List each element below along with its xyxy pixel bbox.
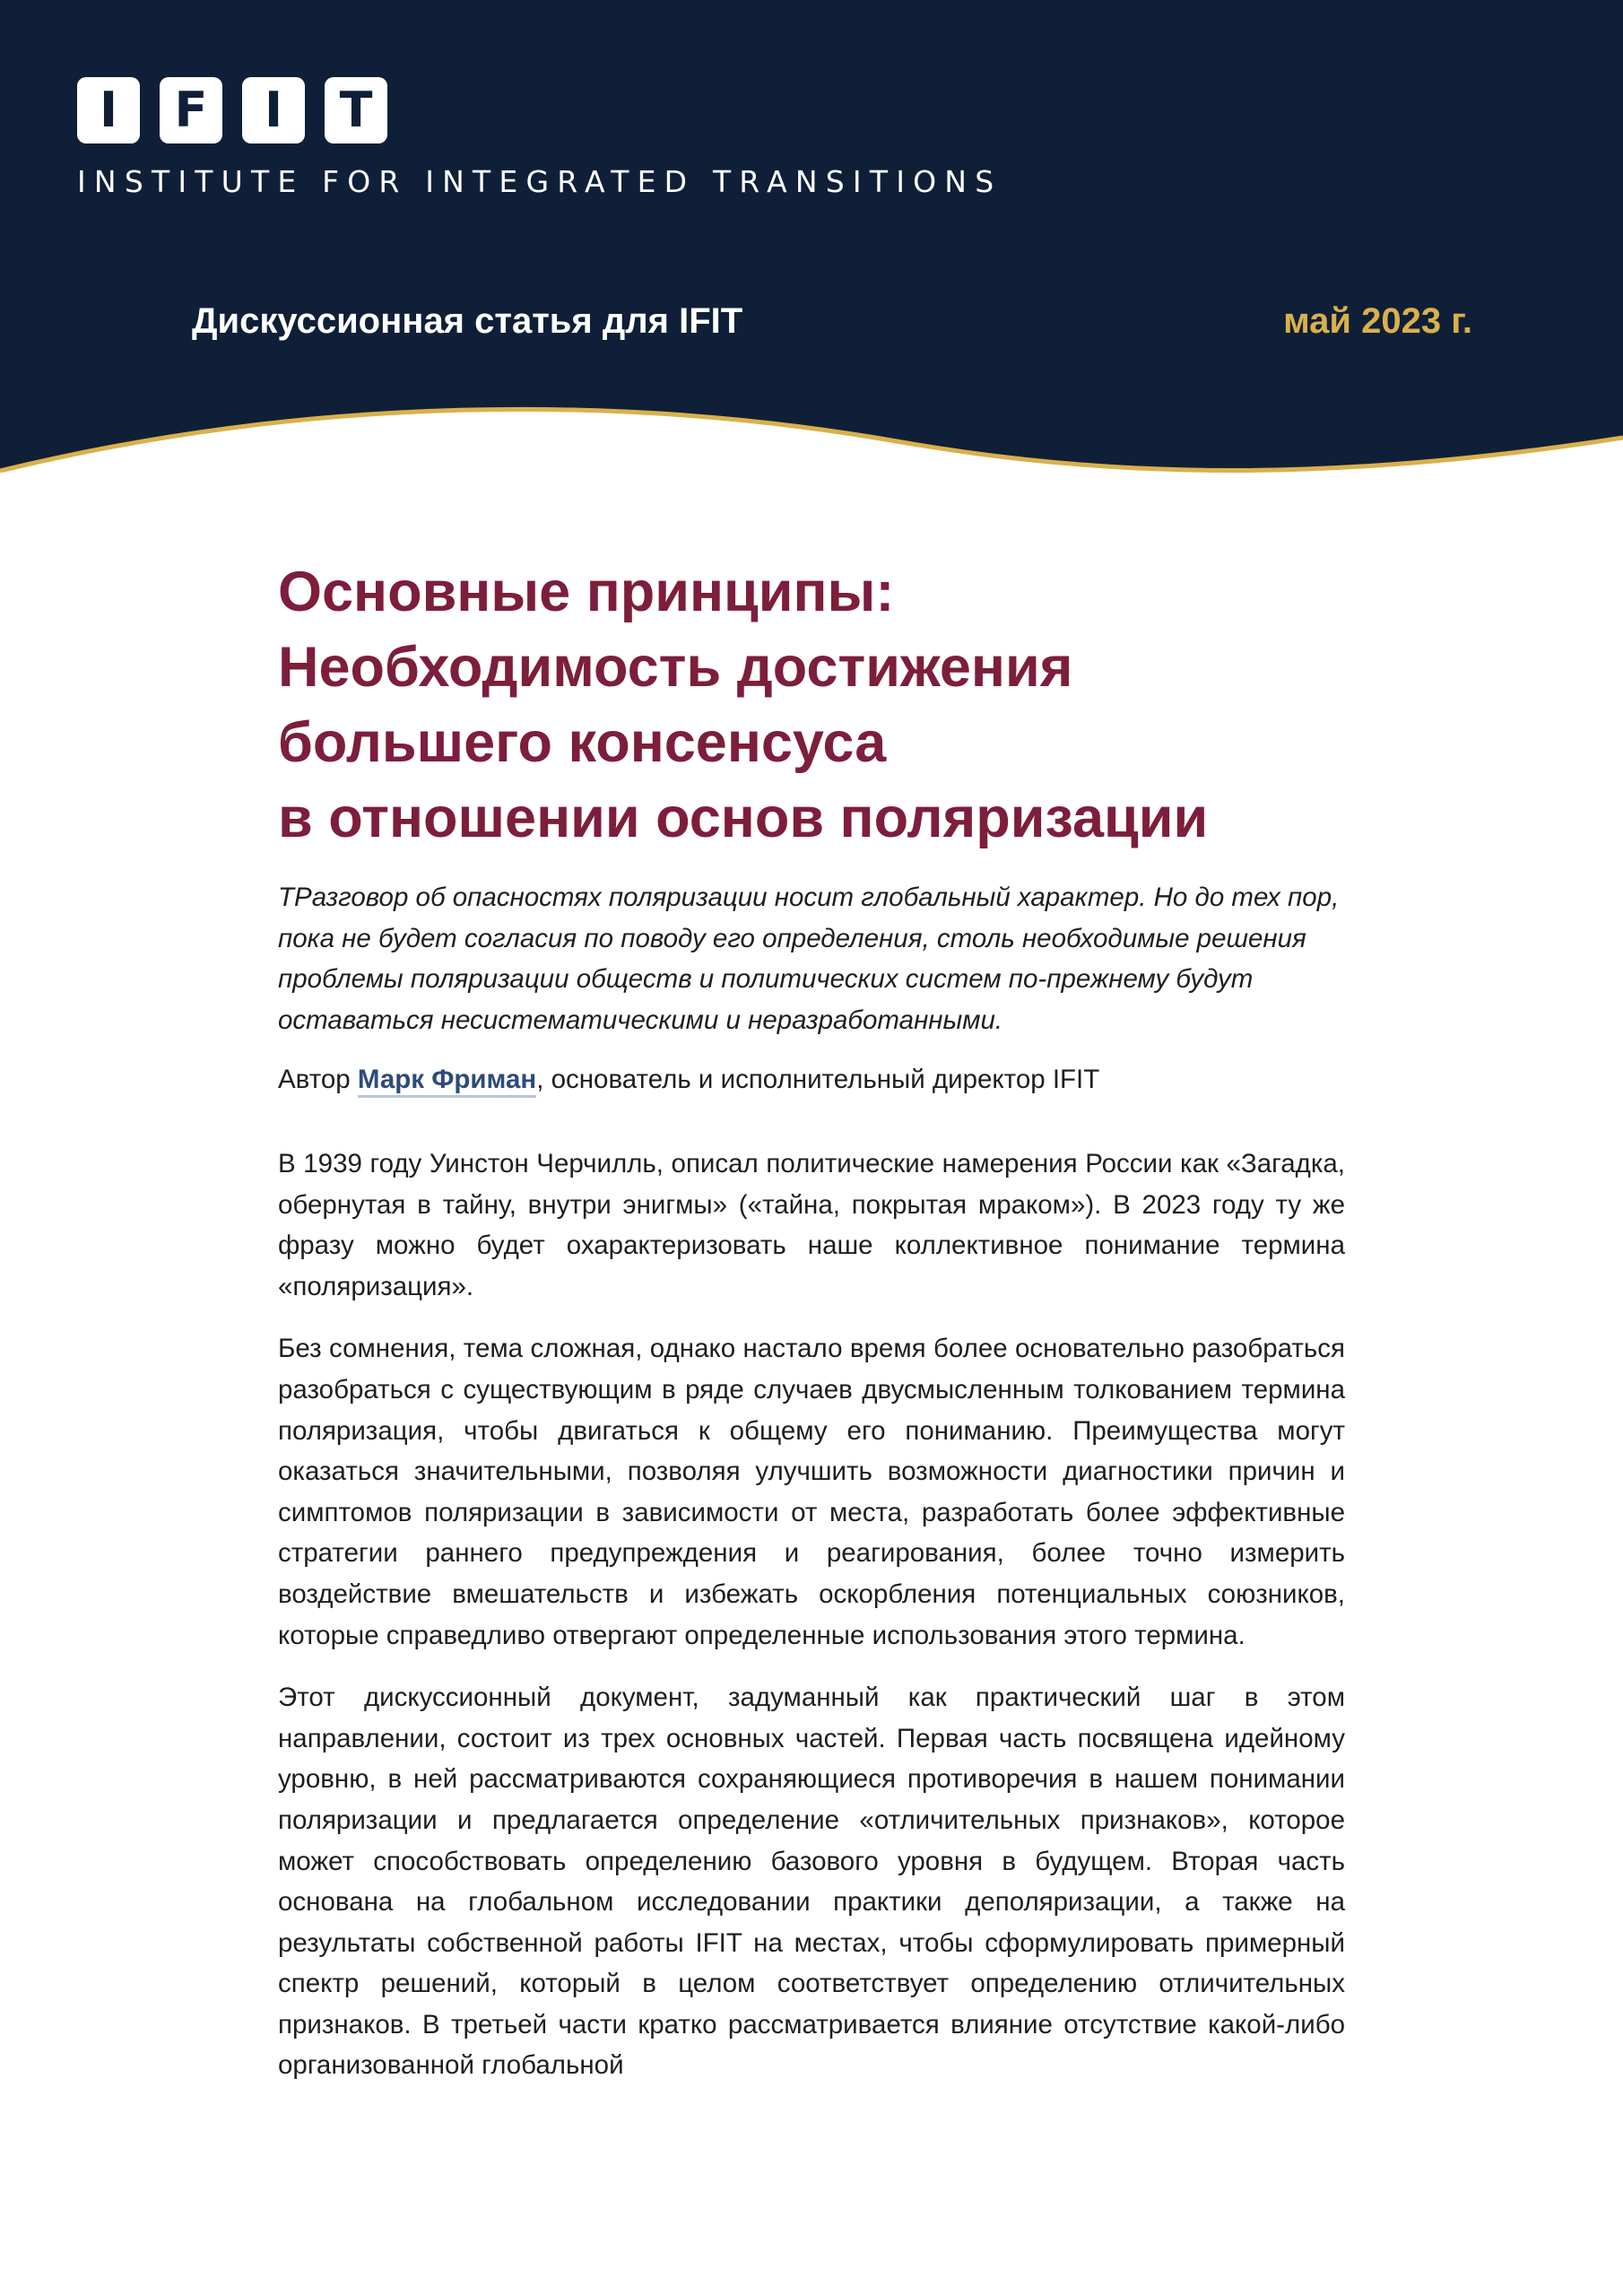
header-navy-band bbox=[0, 0, 1623, 471]
author-role: , основатель и исполнительный директор IFIT bbox=[536, 1065, 1100, 1094]
title-line: большего консенсуса bbox=[278, 711, 887, 774]
author-line bbox=[278, 1059, 1345, 1100]
article-body bbox=[278, 554, 1345, 2086]
logo-letter-f: F bbox=[160, 77, 222, 144]
organization-name: INSTITUTE FOR INTEGRATED TRANSITIONS bbox=[77, 164, 1002, 199]
logo-letter-i-second: I bbox=[242, 77, 305, 144]
logo-letter-i: I bbox=[77, 77, 140, 144]
body-paragraph: Без сомнения, тема сложная, однако настало время более основательно разобраться разобраться с существующим в ряде случаев двусмысленным толкованием термина поляризация, чтобы двигаться к общему его пониманию. Преимущества могут оказаться значительными, позволяя улучшить возможности диагностики причин и симптомов поляризации в зависимости от места, разработать более эффективные стратегии раннего предупреждения и реагирования, более точно измерить воздействие вмешательств и избежать оскорбления потенциальных союзников, которые справедливо отвергают определенные использования этого термина. bbox=[278, 1334, 1345, 1650]
author-name-link[interactable]: Марк Фриман bbox=[358, 1065, 536, 1098]
title-line: Основные принципы: bbox=[278, 561, 895, 623]
title-line: в отношении основ поляризации bbox=[278, 787, 1209, 849]
body-paragraph: В 1939 году Уинстон Черчилль, описал политические намерения России как «Загадка, обернутая в тайну, внутри энигмы» («тайна, покрытая мраком»). В 2023 году ту же фразу можно будет охарактеризовать наше коллективное понимание термина «поляризация». bbox=[278, 1149, 1345, 1301]
publication-date: май 2023 г. bbox=[1283, 301, 1472, 341]
document-type: Дискуссионная статья для IFIT bbox=[192, 301, 743, 341]
ifit-logo bbox=[77, 77, 387, 144]
author-prefix: Автор bbox=[278, 1065, 358, 1094]
body-paragraph: Этот дискуссионный документ, задуманный как практический шаг в этом направлении, состоит из трех основных частей. Первая часть посвящена идейному уровню, в ней рассматриваются сохраняющиеся противоречия в нашем понимании поляризации и предлагается определение «отличительных признаков», которое может способствовать определению базового уровня в будущем. Вторая часть основана на глобальном исследовании практики деполяризации, а также на результаты собственной работы IFIT на местах, чтобы сформулировать примерный спектр решений, который в целом соответствует определению отличительных признаков. В третьей части кратко рассматривается влияние отсутствие какой-либо организованной глобальной bbox=[278, 1683, 1345, 2081]
title-line: Необходимость достижения bbox=[278, 636, 1073, 699]
article-title bbox=[278, 554, 1345, 856]
article-lead: ТРазговор об опасностях поляризации носит глобальный характер. Но до тех пор, пока не будет согласия по поводу его определения, столь необходимые решения проблемы поляризации обществ и политических систем по-прежнему будут оставаться несистематическими и неразработанными. bbox=[278, 883, 1340, 1035]
logo-letter-t: T bbox=[325, 77, 387, 144]
header-banner bbox=[0, 0, 1623, 502]
